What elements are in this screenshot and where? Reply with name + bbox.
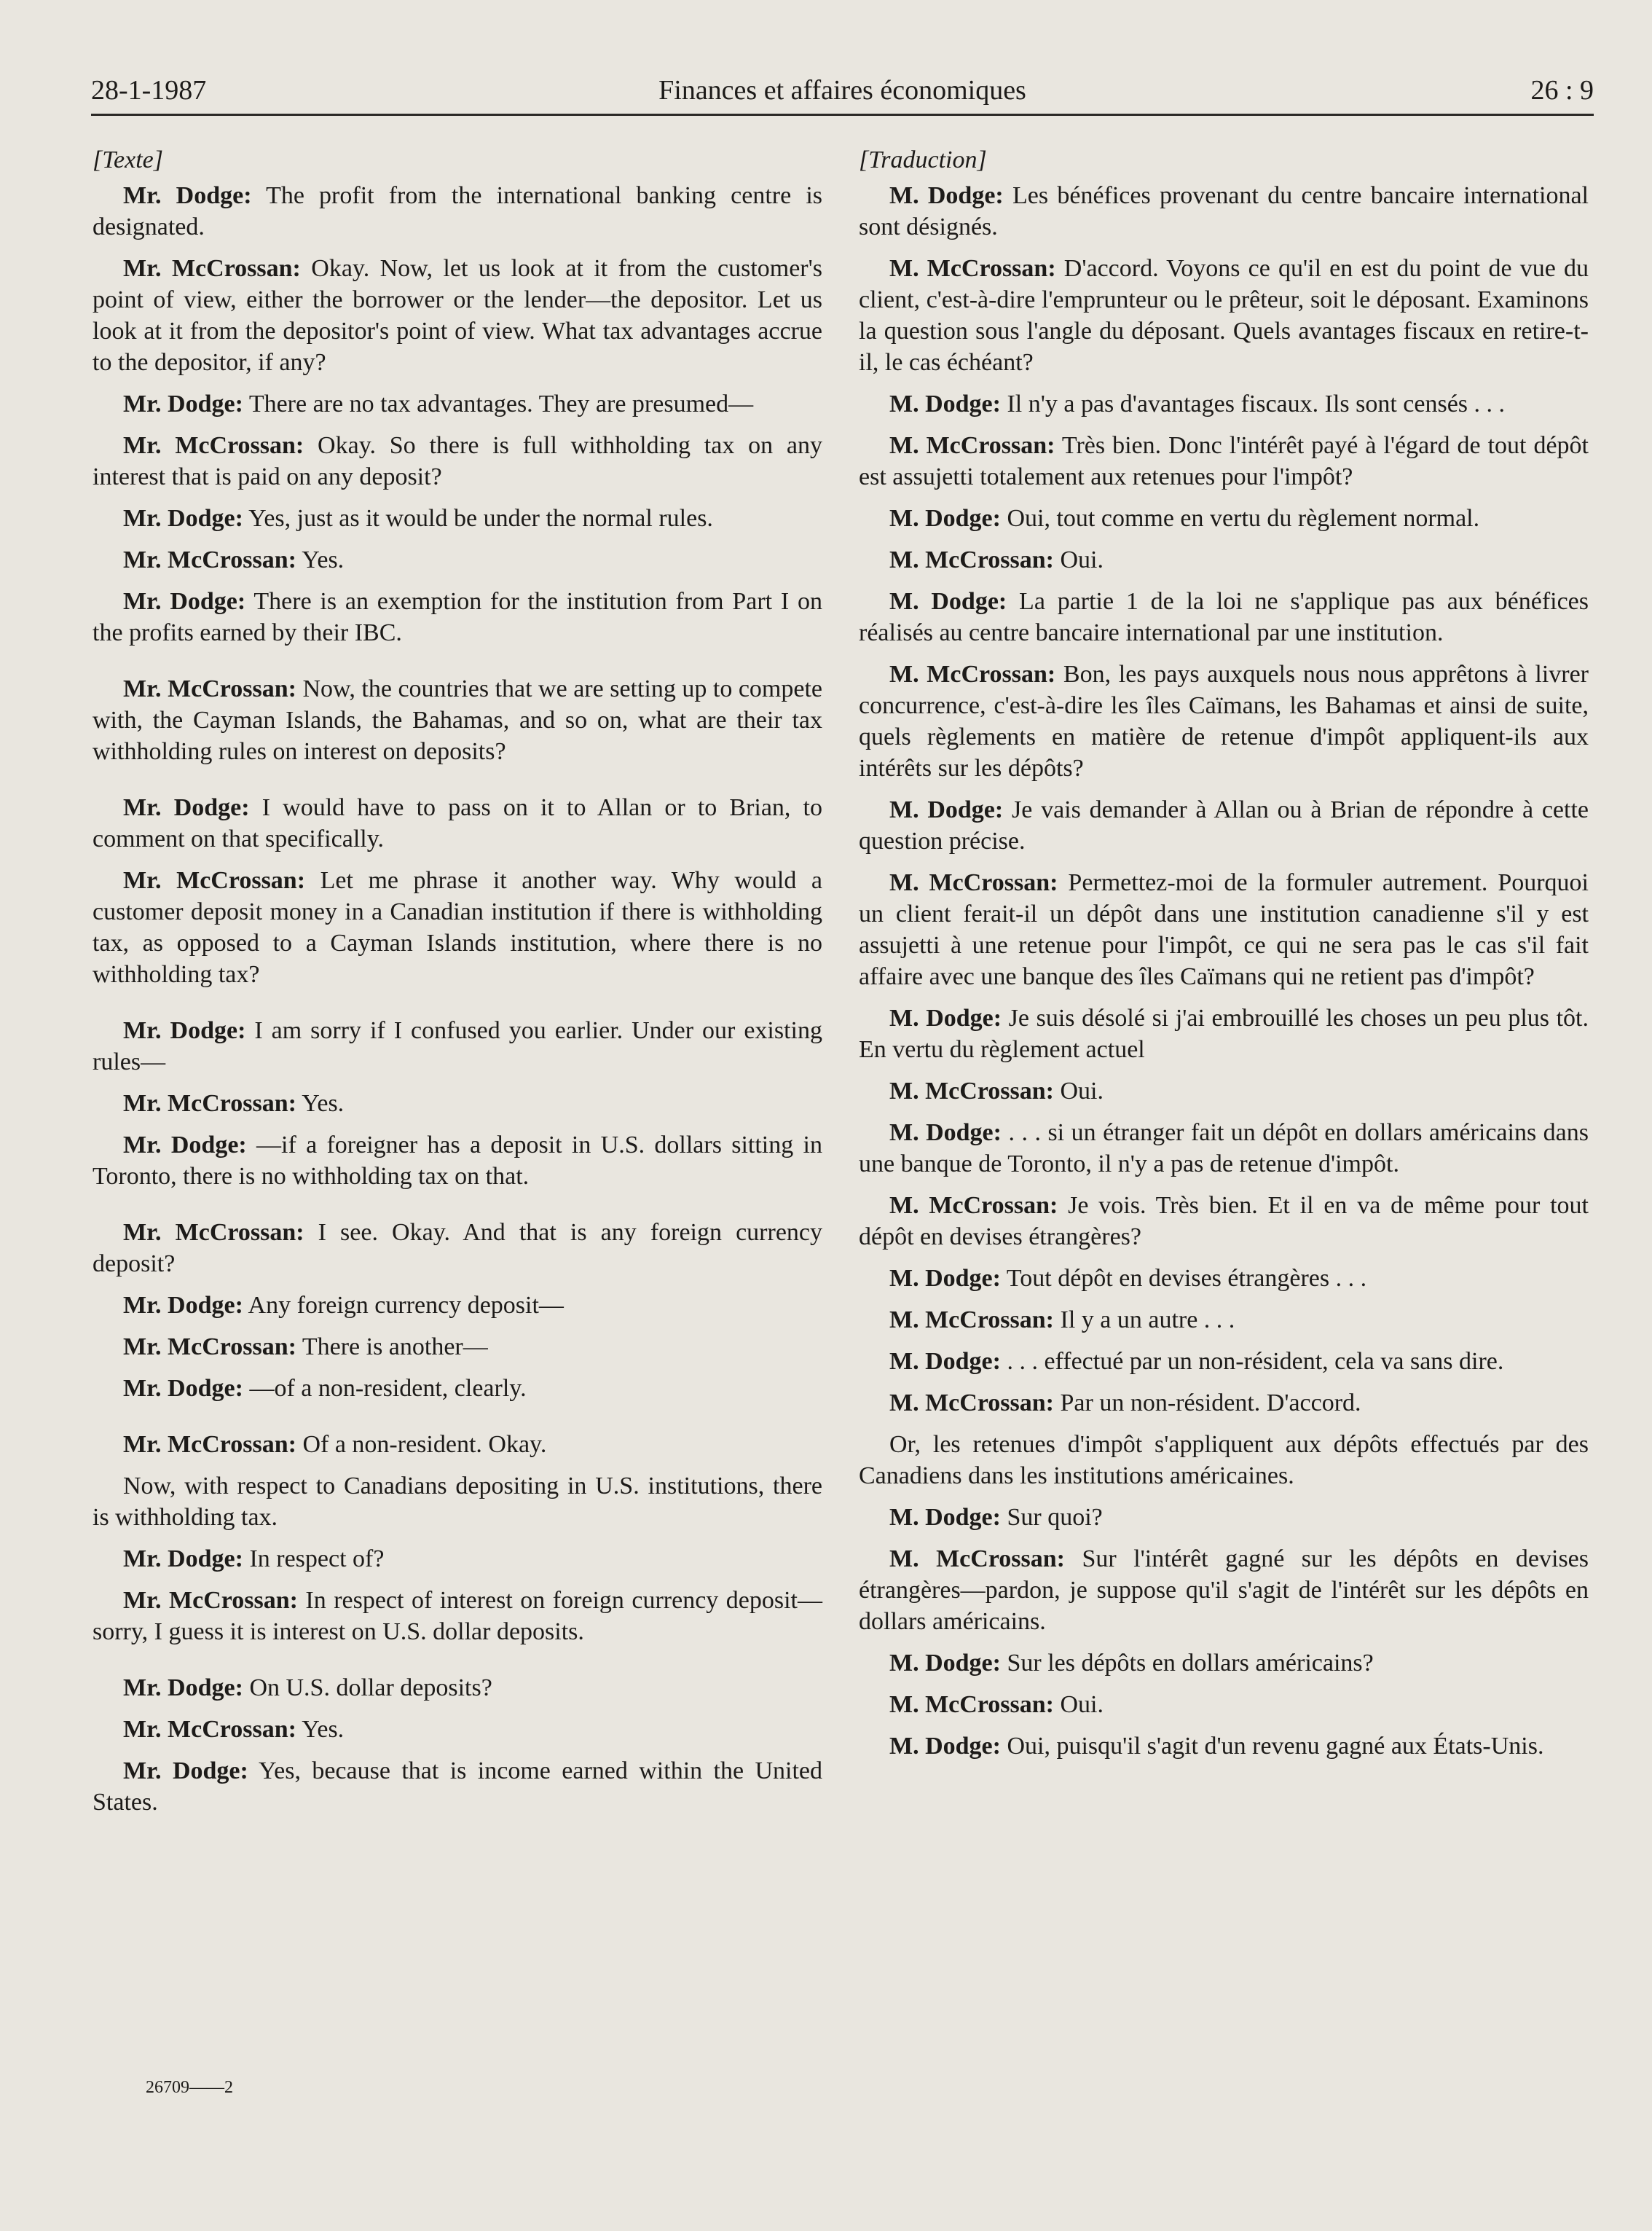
language-tag: [Traduction] [859, 146, 987, 173]
paragraph-text: Il y a un autre . . . [1054, 1306, 1235, 1333]
transcript-paragraph [93, 430, 822, 493]
transcript-paragraph [93, 1015, 822, 1078]
speaker-name: M. Dodge: [889, 1005, 1002, 1032]
speaker-name: Mr. Dodge: [123, 1132, 247, 1158]
paragraph-text: D'accord. Voyons ce qu'il en est du point de vue du client, c'est-à-dire l'emprunteur ou le prêteur, soit le déposant. Examinons la question sous l'angle du déposant. Quels avantages fiscaux en retire-t-il, le cas échéant? [859, 255, 1589, 376]
transcript-paragraph [859, 1502, 1589, 1533]
transcript-paragraph [93, 1672, 822, 1703]
speaker-name: Mr. Dodge: [123, 794, 250, 821]
paragraph-text: Yes. [296, 1716, 345, 1743]
speaker-name: Mr. Dodge: [123, 1375, 243, 1402]
speaker-name: M. McCrossan: [889, 1078, 1054, 1105]
transcript-paragraph [93, 1129, 822, 1192]
footer-code: 26709——2 [146, 2078, 233, 2097]
transcript-paragraph [93, 1217, 822, 1279]
transcript-paragraph [859, 1190, 1589, 1252]
speaker-name: M. Dodge: [889, 391, 1001, 417]
paragraph-text: I would have to pass on it to Allan or to Brian, to comment on that specifically. [93, 794, 823, 852]
speaker-name: Mr. McCrossan: [123, 675, 296, 702]
transcript-paragraph [859, 1647, 1589, 1679]
speaker-name: M. McCrossan: [889, 432, 1055, 459]
speaker-name: Mr. McCrossan: [123, 1090, 296, 1117]
speaker-name: M. Dodge: [889, 1504, 1001, 1531]
paragraph-text: Sur les dépôts en dollars américains? [1000, 1650, 1374, 1677]
transcript-paragraph [859, 1304, 1589, 1336]
paragraph-text: Sur l'intérêt gagné sur les dépôts en devises étrangères—pardon, je suppose qu'il s'agit de l'intérêt sur les dépôts en dollars américains. [859, 1545, 1589, 1635]
paragraph-text: Bon, les pays auxquels nous nous apprêtons à livrer concurrence, c'est-à-dire les îles Caïmans, les Bahamas et ainsi de suite, quels règlements en matière de retenue d'impôt appliquent-ils aux intérêts sur les dépôts? [859, 661, 1589, 782]
transcript-paragraph [859, 180, 1589, 243]
paragraph-text: Let me phrase it another way. Why would a customer deposit money in a Canadian institution if there is withholding tax, as opposed to a Cayman Islands institution, where there is no withholding tax? [93, 867, 822, 988]
transcript-paragraph [859, 1117, 1589, 1180]
paragraph-text: Par un non-résident. D'accord. [1054, 1389, 1361, 1416]
paragraph-text: In respect of interest on foreign currency deposit—sorry, I guess it is interest on U.S. dollar deposits. [93, 1587, 822, 1645]
transcript-paragraph [93, 1429, 822, 1460]
speaker-name: M. Dodge: [889, 1650, 1001, 1677]
paragraph-text: La partie 1 de la loi ne s'applique pas aux bénéfices réalisés au centre bancaire international par une institution. [859, 588, 1589, 646]
paragraph-text: Je vais demander à Allan ou à Brian de répondre à cette question précise. [859, 796, 1589, 855]
transcript-paragraph [859, 1543, 1589, 1637]
speaker-name: M. Dodge: [889, 1119, 1002, 1146]
transcript-paragraph [859, 253, 1589, 378]
transcript-paragraph [93, 544, 822, 576]
transcript-paragraph [93, 1088, 822, 1119]
transcript-paragraph [93, 586, 822, 648]
english-column [93, 144, 822, 1828]
transcript-paragraph [93, 1714, 822, 1745]
transcript-paragraph [93, 1585, 822, 1647]
speaker-name: Mr. McCrossan: [123, 1716, 296, 1743]
paragraph-text: Tout dépôt en devises étrangères . . . [1000, 1265, 1367, 1292]
paragraph-text: Yes, just as it would be under the normal rules. [243, 505, 713, 532]
speaker-name: Mr. Dodge: [123, 182, 252, 209]
speaker-name: M. Dodge: [889, 796, 1004, 823]
speaker-name: Mr. McCrossan: [123, 255, 301, 282]
paragraph-text: Permettez-moi de la formuler autrement. Pourquoi un client ferait-il un dépôt dans une institution canadienne s'il y est assujetti à une retenue pour l'impôt, ce qui ne sera pas le cas s'il fait affaire avec une banque des îles Caïmans qui ne retient pas d'impôt? [859, 869, 1589, 990]
speaker-name: M. McCrossan: [889, 1389, 1054, 1416]
transcript-paragraph [93, 1543, 822, 1575]
speaker-name: Mr. Dodge: [123, 505, 243, 532]
paragraph-text: In respect of? [243, 1545, 385, 1572]
speaker-name: M. McCrossan: [889, 546, 1054, 573]
transcript-paragraph [93, 1331, 822, 1362]
speaker-name: Mr. Dodge: [123, 1674, 243, 1701]
paragraph-text: Any foreign currency deposit— [243, 1292, 564, 1319]
speaker-name: M. McCrossan: [889, 255, 1056, 282]
paragraph-text: Je vois. Très bien. Et il en va de même pour tout dépôt en devises étrangères? [859, 1192, 1589, 1250]
transcript-paragraph [93, 1470, 822, 1533]
paragraph-text: Très bien. Donc l'intérêt payé à l'égard de tout dépôt est assujetti totalement aux retenues pour l'impôt? [859, 432, 1589, 490]
paragraph-text: Yes, because that is income earned within the United States. [93, 1757, 823, 1816]
transcript-paragraph [93, 388, 822, 420]
transcript-paragraph [93, 865, 822, 990]
page-header [91, 70, 1594, 116]
transcript-paragraph [859, 430, 1589, 493]
transcript-paragraph [93, 253, 822, 378]
paragraph-text: Oui. [1054, 546, 1104, 573]
transcript-paragraph [859, 659, 1589, 784]
transcript-paragraph [859, 388, 1589, 420]
paragraph-text: . . . si un étranger fait un dépôt en dollars américains dans une banque de Toronto, il n'y a pas de retenue d'impôt. [859, 1119, 1589, 1177]
header-page-number: 26 : 9 [1530, 75, 1594, 106]
speaker-name: Mr. McCrossan: [123, 1587, 298, 1614]
header-date: 28-1-1987 [91, 75, 207, 106]
speaker-name: M. McCrossan: [889, 1545, 1065, 1572]
transcript-paragraph [859, 1346, 1589, 1377]
speaker-name: M. Dodge: [889, 505, 1001, 532]
speaker-name: Mr. Dodge: [123, 588, 246, 615]
paragraph-text: Oui. [1054, 1078, 1104, 1105]
speaker-name: Mr. McCrossan: [123, 546, 296, 573]
paragraph-text: Now, with respect to Canadians depositing in U.S. institutions, there is withholding tax. [93, 1473, 822, 1531]
speaker-name: M. McCrossan: [889, 869, 1058, 896]
paragraph-text: —of a non-resident, clearly. [243, 1375, 527, 1402]
paragraph-text: There is another— [296, 1333, 488, 1360]
paragraph-text: Sur quoi? [1000, 1504, 1103, 1531]
paragraph-text: There are no tax advantages. They are presumed— [243, 391, 754, 417]
paragraph-text: —if a foreigner has a deposit in U.S. dollars sitting in Toronto, there is no withholding tax on that. [93, 1132, 822, 1190]
speaker-name: M. Dodge: [889, 588, 1007, 615]
speaker-name: M. Dodge: [889, 182, 1004, 209]
speaker-name: Mr. McCrossan: [123, 432, 304, 459]
transcript-paragraph [859, 1003, 1589, 1065]
transcript-paragraph [93, 1290, 822, 1321]
transcript-paragraph [859, 867, 1589, 992]
speaker-name: Mr. McCrossan: [123, 1219, 304, 1246]
french-column [859, 144, 1589, 1772]
speaker-name: M. McCrossan: [889, 1691, 1054, 1718]
header-title: Finances et affaires économiques [658, 75, 1026, 106]
transcript-paragraph [859, 1689, 1589, 1720]
paragraph-text: Or, les retenues d'impôt s'appliquent aux dépôts effectués par des Canadiens dans les institutions américaines. [859, 1431, 1589, 1489]
transcript-paragraph [93, 1755, 822, 1818]
transcript-paragraph [859, 1429, 1589, 1491]
speaker-name: M. McCrossan: [889, 661, 1056, 688]
speaker-name: Mr. Dodge: [123, 1757, 248, 1784]
paragraph-text: Okay. So there is full withholding tax on any interest that is paid on any deposit? [93, 432, 823, 490]
transcript-paragraph [859, 1263, 1589, 1294]
paragraph-text: Oui, tout comme en vertu du règlement normal. [1000, 505, 1480, 532]
paragraph-text: Oui. [1054, 1691, 1104, 1718]
transcript-paragraph [859, 1387, 1589, 1419]
language-tag: [Texte] [93, 146, 163, 173]
speaker-name: M. Dodge: [889, 1265, 1001, 1292]
paragraph-text: Les bénéfices provenant du centre bancaire international sont désignés. [859, 182, 1589, 240]
paragraph-text: Yes. [296, 546, 345, 573]
transcript-paragraph [93, 503, 822, 534]
paragraph-text: Now, the countries that we are setting up to compete with, the Cayman Islands, the Bahamas, and so on, what are their tax withholding rules on interest on deposits? [93, 675, 823, 765]
transcript-paragraph [859, 544, 1589, 576]
speaker-name: M. McCrossan: [889, 1306, 1054, 1333]
paragraph-text: I see. Okay. And that is any foreign currency deposit? [93, 1219, 823, 1277]
paragraph-text: Oui, puisqu'il s'agit d'un revenu gagné aux États-Unis. [1000, 1733, 1544, 1760]
transcript-paragraph [93, 792, 822, 855]
paragraph-text: . . . effectué par un non-résident, cela va sans dire. [1000, 1348, 1504, 1375]
paragraph-text: Il n'y a pas d'avantages fiscaux. Ils sont censés . . . [1000, 391, 1506, 417]
transcript-paragraph [859, 794, 1589, 857]
paragraph-text: Of a non-resident. Okay. [296, 1431, 547, 1458]
speaker-name: M. Dodge: [889, 1733, 1001, 1760]
transcript-paragraph [93, 673, 822, 767]
transcript-paragraph [859, 586, 1589, 648]
paragraph-text: I am sorry if I confused you earlier. Under our existing rules— [93, 1017, 822, 1075]
speaker-name: Mr. Dodge: [123, 1545, 243, 1572]
paragraph-text: Yes. [296, 1090, 345, 1117]
speaker-name: Mr. McCrossan: [123, 1431, 296, 1458]
speaker-name: M. McCrossan: [889, 1192, 1058, 1219]
transcript-paragraph [93, 1373, 822, 1404]
speaker-name: M. Dodge: [889, 1348, 1001, 1375]
paragraph-text: There is an exemption for the institution from Part I on the profits earned by their IBC. [93, 588, 822, 646]
paragraph-text: Okay. Now, let us look at it from the customer's point of view, either the borrower or the lender—the depositor. Let us look at it from the depositor's point of view. What tax advantages accrue to the depositor, if any? [93, 255, 822, 376]
speaker-name: Mr. Dodge: [123, 1292, 243, 1319]
transcript-paragraph [859, 1075, 1589, 1107]
paragraph-text: The profit from the international banking centre is designated. [93, 182, 822, 240]
transcript-paragraph [859, 503, 1589, 534]
speaker-name: Mr. Dodge: [123, 391, 243, 417]
transcript-paragraph [93, 180, 822, 243]
speaker-name: Mr. McCrossan: [123, 1333, 296, 1360]
paragraph-text: On U.S. dollar deposits? [243, 1674, 492, 1701]
speaker-name: Mr. Dodge: [123, 1017, 246, 1044]
transcript-paragraph [859, 1730, 1589, 1762]
paragraph-text: Je suis désolé si j'ai embrouillé les choses un peu plus tôt. En vertu du règlement actuel [859, 1005, 1589, 1063]
speaker-name: Mr. McCrossan: [123, 867, 306, 894]
